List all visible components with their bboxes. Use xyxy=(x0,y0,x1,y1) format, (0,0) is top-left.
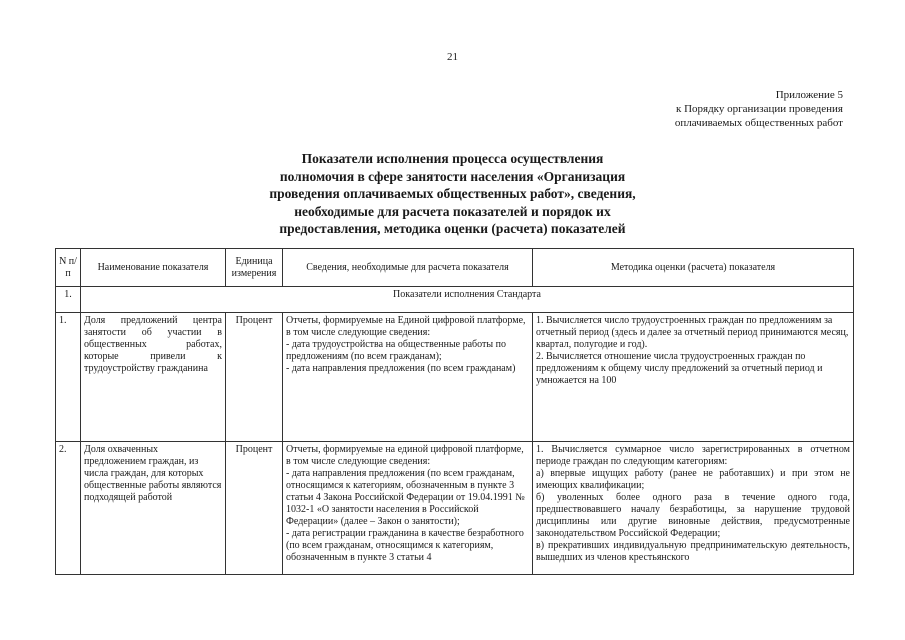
row-indicator-name: Доля предложений центра занятости об участии в общественных работах, которые привели к трудоустройству гражданина xyxy=(81,313,226,442)
appendix-line-1: Приложение 5 xyxy=(775,89,843,101)
title-line-1: Показатели исполнения процесса осуществления xyxy=(301,151,604,166)
info-line: - дата трудоустройства на общественные работы по предложениям (по всем гражданам); xyxy=(286,339,506,362)
title-line-2: полномочия в сфере занятости населения «Организация xyxy=(279,168,626,184)
document-title xyxy=(150,150,755,238)
method-line: 1. Вычисляется число трудоустроенных граждан по предложениям за отчетный период (здесь и далее за отчетный период принимаются месяц, квартал, полугодие и год). xyxy=(536,315,849,350)
table-row xyxy=(56,313,854,442)
indicators-table xyxy=(55,248,854,575)
title-line-4: необходимые для расчета показателей и порядок их xyxy=(294,203,611,219)
header-name: Наименование показателя xyxy=(81,249,226,287)
info-line: Отчеты, формируемые на единой цифровой платформе, в том числе следующие сведения: xyxy=(286,444,524,467)
info-line: - дата регистрации гражданина в качестве безработного (по всем гражданам, относящимся к категориям, обозначенным в пункте 3 статьи 4 xyxy=(286,528,524,563)
info-line: - дата направления предложения (по всем гражданам, относящимся к категориям, обозначенным в пункте 3 статьи 4 Закона Российской Федерации от 19.04.1991 № 1032-1 «О занятости населения в Российской Федерации» (далее – Закон о занятости); xyxy=(286,468,525,527)
header-info: Сведения, необходимые для расчета показателя xyxy=(283,249,533,287)
header-method: Методика оценки (расчета) показателя xyxy=(533,249,854,287)
method-line: а) впервые ищущих работу (ранее не работавших) и при этом не имеющих квалификации; xyxy=(536,468,850,491)
header-unit: Единица измерения xyxy=(226,249,283,287)
appendix-reference xyxy=(583,88,843,130)
info-line: - дата направления предложения (по всем гражданам) xyxy=(286,363,516,374)
method-line: в) прекративших индивидуальную предпринимательскую деятельность, вышедших из членов крестьянского xyxy=(536,540,850,563)
row-unit: Процент xyxy=(226,442,283,575)
table-header-row xyxy=(56,249,854,287)
appendix-line-3: оплачиваемых общественных работ xyxy=(674,117,843,129)
row-info xyxy=(283,442,533,575)
row-method xyxy=(533,442,854,575)
header-num: N п/п xyxy=(56,249,81,287)
row-num: 2. xyxy=(56,442,81,575)
info-line: Отчеты, формируемые на Единой цифровой платформе, в том числе следующие сведения: xyxy=(286,315,526,338)
method-line: б) уволенных более одного раза в течение одного года, предшествовавшего началу безработицы, за нарушение трудовой дисциплины или другие виновные действия, предусмотренные законодательством Российской Федерации; xyxy=(536,492,850,539)
section-label: Показатели исполнения Стандарта xyxy=(81,287,854,313)
row-indicator-name: Доля охваченных предложением граждан, из числа граждан, для которых общественные работы являются подходящей работой xyxy=(81,442,226,575)
row-method xyxy=(533,313,854,442)
section-num: 1. xyxy=(56,287,81,313)
appendix-line-2: к Порядку организации проведения xyxy=(675,103,843,115)
method-line: 2. Вычисляется отношение числа трудоустроенных граждан по предложениям к общему числу предложений за отчетный период и умножается на 100 xyxy=(536,351,823,386)
title-line-5: предоставления, методика оценки (расчета) показателей xyxy=(279,221,626,236)
row-unit: Процент xyxy=(226,313,283,442)
section-row xyxy=(56,287,854,313)
page-number: 21 xyxy=(447,51,458,63)
table-row xyxy=(56,442,854,575)
method-line: 1. Вычисляется суммарное число зарегистрированных в отчетном периоде граждан по следующим категориям: xyxy=(536,444,850,467)
row-num: 1. xyxy=(56,313,81,442)
title-line-3: проведения оплачиваемых общественных работ», сведения, xyxy=(269,186,636,201)
row-info xyxy=(283,313,533,442)
